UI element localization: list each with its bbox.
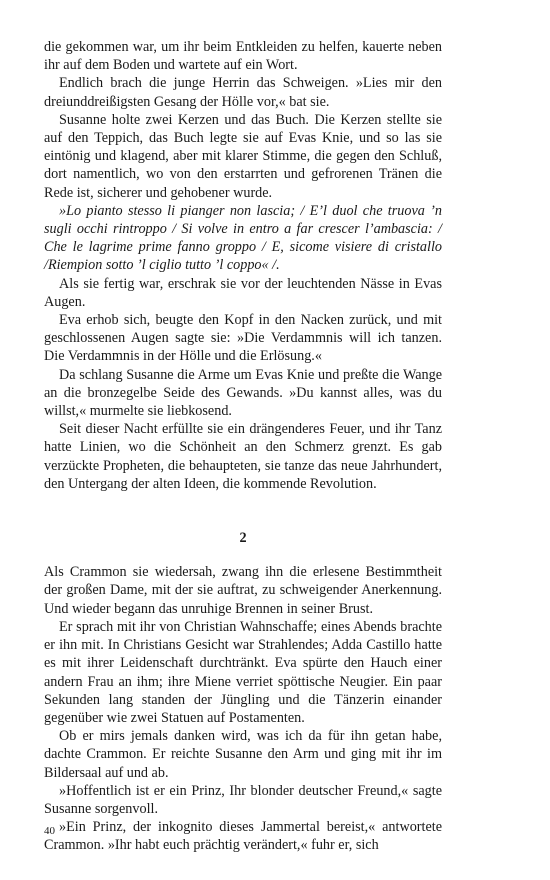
page-number: 40 (44, 825, 55, 837)
paragraph: Als sie fertig war, erschrak sie vor der leuchtenden Nässe in Evas Augen. (44, 275, 442, 310)
section-2 (44, 563, 442, 854)
paragraph: »Hoffentlich ist er ein Prinz, Ihr blonder deutscher Freund,« sagte Susanne sorgenvoll. (44, 782, 442, 817)
paragraph: Da schlang Susanne die Arme um Evas Knie und preßte die Wange an die bronzegelbe Seide des Gewands. »Du kannst alles, was du willst,« murmelte sie liebkosend. (44, 366, 442, 420)
paragraph: Er sprach mit ihr von Christian Wahnschaffe; eines Abends brachte er ihn mit. In Christians Gesicht war Strahlendes; Adda Castillo hatte es mit ihrer Leidenschaft durchtränkt. Eva spürte den Hauch einer andern Frau an ihm; ihre Miene verriet spöttische Neugier. Ein paar Sekunden lang standen der Jüngling und die Tänzerin einander gegenüber wie zwei Statuen auf Postamenten. (44, 618, 442, 726)
paragraph: Susanne holte zwei Kerzen und das Buch. Die Kerzen stellte sie auf den Teppich, das Buch legte sie auf Evas Knie, und so las sie eintönig und klagend, aber mit klarer Stimme, die gegen den Schluß, dort namentlich, wo von den erstarrten und gefrorenen Tränen die Rede ist, sicherer und gehobener wurde. (44, 111, 442, 201)
italian-quotation: »Lo pianto stesso li pianger non lascia; / E’l duol che truova ’n sugli occhi rintroppo / Si volve in entro a far crescer l’ambascia: / Che le lagrime prime fanno groppo / E, sicome visiere di cristallo /Riempion sotto ’l ciglio tutto ’l coppo« /. (44, 202, 442, 274)
section-1 (44, 38, 442, 493)
paragraph: Als Crammon sie wiedersah, zwang ihn die erlesene Bestimmtheit der großen Dame, mit der sie auftrat, zu schweigender Anerkennung. Und wieder begann das unruhige Brennen in seiner Brust. (44, 564, 442, 617)
paragraph: Endlich brach die junge Herrin das Schweigen. »Lies mir den dreiunddreißigsten Gesang der Hölle vor,« bat sie. (44, 75, 442, 110)
book-page (44, 38, 442, 855)
paragraph: Ob er mirs jemals danken wird, was ich da für ihn getan habe, dachte Crammon. Er reichte Susanne den Arm und ging mit ihr im Bildersaal auf und ab. (44, 728, 442, 781)
paragraph: Seit dieser Nacht erfüllte sie ein drängenderes Feuer, und ihr Tanz hatte Linien, wo die Schönheit an den Schmerz grenzt. Es gab verzückte Propheten, die behaupteten, sie tanze das neue Jahrhundert, den Untergang der alten Ideen, die kommende Revolution. (44, 421, 442, 492)
paragraph: Eva erhob sich, beugte den Kopf in den Nacken zurück, und mit geschlossenen Augen sagte sie: »Die Verdammnis will ich tanzen. Die Verdammnis in der Hölle und die Erlösung.« (44, 312, 442, 365)
paragraph-continuation: die gekommen war, um ihr beim Entkleiden zu helfen, kauerte neben ihr auf dem Boden und wartete auf ein Wort. (44, 39, 442, 74)
paragraph: »Ein Prinz, der inkognito dieses Jammertal bereist,« antwortete Crammon. »Ihr habt euch prächtig verändert,« fuhr er, sich (44, 819, 442, 854)
chapter-number: 2 (239, 530, 247, 547)
